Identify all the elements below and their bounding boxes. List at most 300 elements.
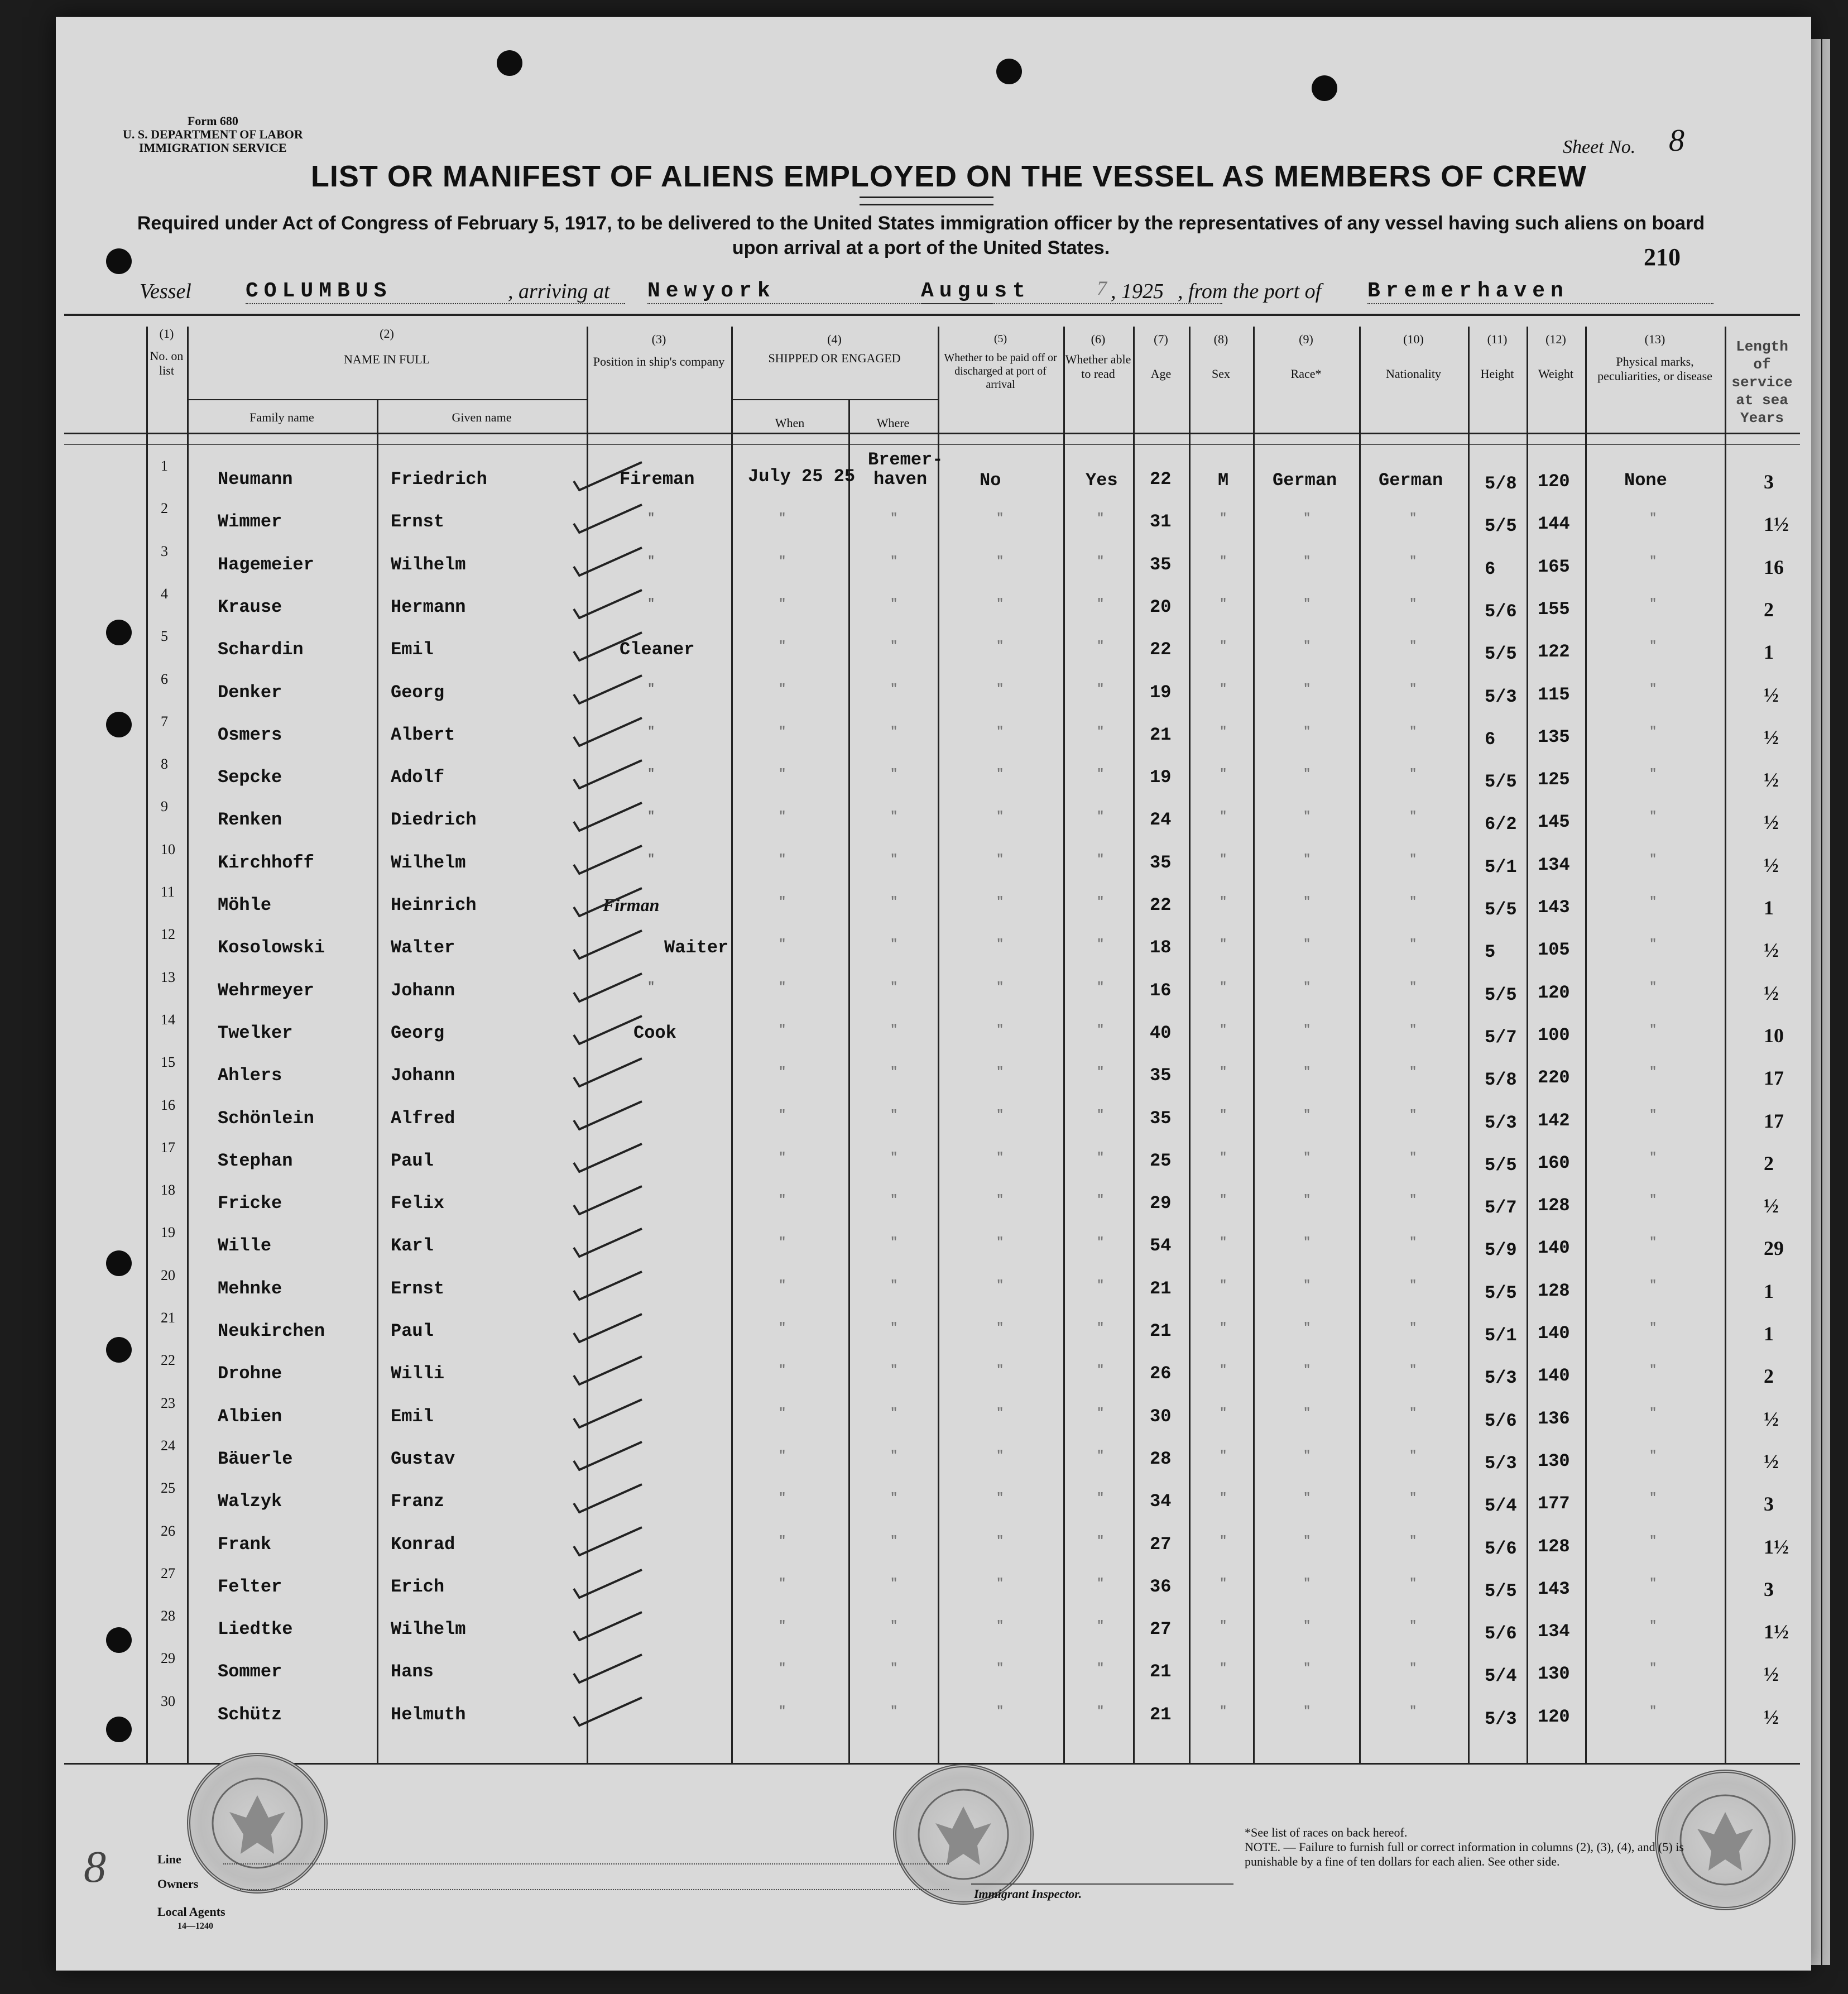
- row-number: 26: [161, 1522, 175, 1539]
- family-name: Wimmer: [218, 511, 282, 533]
- family-name: Krause: [218, 596, 282, 617]
- age: 54: [1150, 1235, 1172, 1257]
- col-header-family-name: Family name: [249, 410, 314, 424]
- length-of-service: 1½: [1764, 1621, 1789, 1643]
- shipped-when-ditto: ": [779, 937, 786, 952]
- table-row: [64, 1693, 1800, 1736]
- sex-ditto: ": [1220, 1321, 1227, 1335]
- given-name: Willi: [391, 1363, 445, 1384]
- height: 5/4: [1485, 1496, 1517, 1517]
- age: 18: [1150, 937, 1172, 958]
- nationality-ditto: ": [1409, 852, 1417, 866]
- col-header-race: (9) Race*: [1290, 332, 1322, 381]
- shipped-where-ditto: ": [890, 1406, 898, 1420]
- position: Fireman: [620, 469, 695, 490]
- family-name: Liedtke: [218, 1619, 293, 1640]
- family-name: Bäuerle: [218, 1448, 293, 1469]
- length-of-service: 1: [1764, 1322, 1774, 1345]
- position-ditto: ": [647, 682, 655, 696]
- page-title: LIST OR MANIFEST OF ALIENS EMPLOYED ON THE VESSEL AS MEMBERS OF CREW: [310, 160, 1587, 193]
- table-row: [64, 713, 1800, 756]
- able-to-read-ditto: ": [1097, 767, 1105, 782]
- table-row: [64, 1523, 1800, 1565]
- nationality-ditto: ": [1409, 1193, 1417, 1207]
- length-of-service: ½: [1764, 683, 1779, 706]
- family-name: Osmers: [218, 724, 282, 745]
- able-to-read-ditto: ": [1097, 1576, 1105, 1590]
- physical-marks-ditto: ": [1649, 682, 1657, 696]
- binder-hole: [1312, 75, 1337, 101]
- shipped-when-ditto: ": [779, 511, 786, 526]
- shipped-where-ditto: ": [890, 1363, 898, 1378]
- arrival-month: August: [921, 279, 1222, 304]
- paid-off-ditto: ": [996, 1108, 1004, 1122]
- race-ditto: ": [1303, 852, 1311, 866]
- weight: 100: [1538, 1024, 1570, 1046]
- table-row: [64, 841, 1800, 884]
- length-of-service: 2: [1764, 1365, 1774, 1388]
- nationality-ditto: ": [1409, 1576, 1417, 1590]
- height: 5/6: [1485, 601, 1517, 622]
- able-to-read-ditto: ": [1097, 1619, 1105, 1633]
- nationality-ditto: ": [1409, 596, 1417, 611]
- nationality-ditto: ": [1409, 767, 1417, 782]
- length-of-service: ½: [1764, 1663, 1779, 1686]
- check-mark-icon: [569, 1482, 647, 1516]
- row-number: 24: [161, 1437, 175, 1454]
- paid-off-ditto: ": [996, 852, 1004, 866]
- family-name: Wehrmeyer: [218, 980, 314, 1001]
- footer-line-label: Line: [157, 1852, 181, 1866]
- sex-ditto: ": [1220, 1108, 1227, 1122]
- nationality-ditto: ": [1409, 639, 1417, 654]
- age: 31: [1150, 511, 1172, 533]
- sex-ditto: ": [1220, 852, 1227, 866]
- family-name: Renken: [218, 809, 282, 831]
- age: 36: [1150, 1576, 1172, 1597]
- weight: 130: [1538, 1450, 1570, 1471]
- age: 22: [1150, 469, 1172, 490]
- sex-ditto: ": [1220, 596, 1227, 611]
- shipped-when-ditto: ": [779, 809, 786, 824]
- footer-form-code: 14—1240: [177, 1921, 213, 1931]
- col-header-position: (3) Position in ship's company: [593, 332, 725, 368]
- age: 20: [1150, 596, 1172, 617]
- check-mark-icon: [569, 460, 647, 493]
- paid-off-ditto: ": [996, 895, 1004, 909]
- sex-ditto: ": [1220, 1661, 1227, 1676]
- physical-marks-ditto: ": [1649, 639, 1657, 654]
- sex-ditto: ": [1220, 554, 1227, 568]
- length-of-service: 16: [1764, 555, 1784, 578]
- physical-marks-ditto: ": [1649, 1065, 1657, 1080]
- height: 5/5: [1485, 1580, 1517, 1602]
- row-number: 5: [161, 628, 168, 645]
- height: 5/4: [1485, 1666, 1517, 1687]
- given-name: Paul: [391, 1150, 434, 1171]
- able-to-read-ditto: ": [1097, 1235, 1105, 1250]
- shipped-where-ditto: ": [890, 1235, 898, 1250]
- length-of-service: ½: [1764, 981, 1779, 1004]
- race-ditto: ": [1303, 937, 1311, 952]
- weight: 144: [1538, 514, 1570, 535]
- paid-off-ditto: ": [996, 682, 1004, 696]
- footer-inspector-label: Immigrant Inspector.: [974, 1887, 1082, 1901]
- nationality-ditto: ": [1409, 1150, 1417, 1164]
- physical-marks-ditto: ": [1649, 1491, 1657, 1506]
- race-ditto: ": [1303, 1278, 1311, 1292]
- family-name: Frank: [218, 1533, 272, 1555]
- given-name: Emil: [391, 639, 434, 660]
- given-name: Karl: [391, 1235, 434, 1257]
- shipped-when-ditto: ": [779, 1321, 786, 1335]
- family-name: Fricke: [218, 1193, 282, 1214]
- age: 30: [1150, 1406, 1172, 1427]
- race-ditto: ": [1303, 1448, 1311, 1463]
- race-ditto: ": [1303, 554, 1311, 568]
- shipped-when-ditto: ": [779, 1576, 786, 1590]
- row-1-nationality: German: [1379, 470, 1443, 491]
- shipped-where-ditto: ": [890, 596, 898, 611]
- paid-off-ditto: ": [996, 1065, 1004, 1080]
- able-to-read-ditto: ": [1097, 980, 1105, 994]
- weight: 220: [1538, 1067, 1570, 1089]
- height: 5/6: [1485, 1410, 1517, 1431]
- length-of-service: 3: [1764, 1493, 1774, 1516]
- check-mark-icon: [569, 1014, 647, 1047]
- length-of-service: ½: [1764, 1450, 1779, 1473]
- shipped-when-ditto: ": [779, 1278, 786, 1292]
- paid-off-ditto: ": [996, 1150, 1004, 1164]
- shipped-when-ditto: ": [779, 554, 786, 568]
- row-number: 3: [161, 543, 168, 559]
- family-name: Albien: [218, 1406, 282, 1427]
- paid-off-ditto: ": [996, 937, 1004, 952]
- check-mark-icon: [569, 886, 647, 919]
- age: 21: [1150, 1661, 1172, 1683]
- sex-ditto: ": [1220, 1704, 1227, 1718]
- height: 5/5: [1485, 1154, 1517, 1176]
- height: 6/2: [1485, 814, 1517, 835]
- given-name: Gustav: [391, 1448, 455, 1469]
- weight: 105: [1538, 940, 1570, 961]
- col-header-sex: (8) Sex: [1212, 332, 1230, 381]
- nationality-ditto: ": [1409, 682, 1417, 696]
- given-name: Wilhelm: [391, 554, 466, 575]
- physical-marks-ditto: ": [1649, 1321, 1657, 1335]
- row-1-paid-off: No: [980, 470, 1001, 491]
- nationality-ditto: ": [1409, 1661, 1417, 1676]
- row-1-shipped-where-2: haven: [873, 469, 928, 490]
- given-name: Hans: [391, 1661, 434, 1683]
- shipped-when-ditto: ": [779, 1022, 786, 1037]
- family-name: Sommer: [218, 1661, 282, 1683]
- paid-off-ditto: ": [996, 1619, 1004, 1633]
- row-1-race: German: [1273, 470, 1337, 491]
- age: 27: [1150, 1533, 1172, 1555]
- nationality-ditto: ": [1409, 1321, 1417, 1335]
- weight: 134: [1538, 1621, 1570, 1642]
- row-number: 11: [161, 884, 175, 900]
- sex-ditto: ": [1220, 1491, 1227, 1506]
- shipped-where-ditto: ": [890, 1065, 898, 1080]
- departure-port: Bremerhaven: [1367, 279, 1713, 304]
- col-header-name: (2) NAME IN FULL: [344, 327, 430, 366]
- row-number: 23: [161, 1394, 175, 1411]
- physical-marks-ditto: ": [1649, 937, 1657, 952]
- nationality-ditto: ": [1409, 937, 1417, 952]
- position: Cook: [633, 1022, 676, 1043]
- weight: 155: [1538, 598, 1570, 620]
- paid-off-ditto: ": [996, 1235, 1004, 1250]
- table-row: [64, 1395, 1800, 1437]
- physical-marks-ditto: ": [1649, 1704, 1657, 1718]
- height: 5/5: [1485, 984, 1517, 1005]
- table-row: [64, 1182, 1800, 1224]
- shipped-where-ditto: ": [890, 1704, 898, 1718]
- weight: 135: [1538, 726, 1570, 747]
- position: Firman: [603, 895, 660, 915]
- race-ditto: ": [1303, 1363, 1311, 1378]
- shipped-where-ditto: ": [890, 1619, 898, 1633]
- age: 29: [1150, 1193, 1172, 1214]
- table-row: [64, 1267, 1800, 1310]
- shipped-when-ditto: ": [779, 1108, 786, 1122]
- shipped-when-ditto: ": [779, 1491, 786, 1506]
- paid-off-ditto: ": [996, 1448, 1004, 1463]
- shipped-when-ditto: ": [779, 767, 786, 782]
- table-row: [64, 798, 1800, 841]
- height: 5/3: [1485, 686, 1517, 707]
- sex-ditto: ": [1220, 937, 1227, 952]
- position-ditto: ": [647, 809, 655, 824]
- age: 35: [1150, 554, 1172, 575]
- table-row: [64, 926, 1800, 969]
- length-of-service: 3: [1764, 1578, 1774, 1600]
- paid-off-ditto: ": [996, 1363, 1004, 1378]
- sex-ditto: ": [1220, 1363, 1227, 1378]
- length-of-service: 1½: [1764, 513, 1789, 536]
- vessel-name: COLUMBUS: [246, 279, 625, 304]
- weight: 125: [1538, 769, 1570, 790]
- row-1-able-to-read: Yes: [1086, 470, 1118, 491]
- weight: 140: [1538, 1365, 1570, 1387]
- paid-off-ditto: ": [996, 1533, 1004, 1548]
- paid-off-ditto: ": [996, 511, 1004, 526]
- sex-ditto: ": [1220, 809, 1227, 824]
- length-of-service: ½: [1764, 811, 1779, 834]
- height: 5/7: [1485, 1027, 1517, 1048]
- given-name: Adolf: [391, 767, 445, 788]
- able-to-read-ditto: ": [1097, 596, 1105, 611]
- shipped-where-ditto: ": [890, 1022, 898, 1037]
- voyage-line: Vessel COLUMBUS , arriving at Newyork August 7 , 1925 , from the port of Bremerhaven: [140, 279, 1758, 307]
- given-name: Konrad: [391, 1533, 455, 1555]
- able-to-read-ditto: ": [1097, 809, 1105, 824]
- race-ditto: ": [1303, 1065, 1311, 1080]
- footer-owners-label: Owners: [157, 1877, 199, 1891]
- row-number: 17: [161, 1139, 175, 1156]
- sex-ditto: ": [1220, 1150, 1227, 1164]
- height: 5/5: [1485, 899, 1517, 920]
- height: 5/5: [1485, 771, 1517, 793]
- nationality-ditto: ": [1409, 554, 1417, 568]
- age: 21: [1150, 1704, 1172, 1725]
- race-ditto: ": [1303, 1321, 1311, 1335]
- row-number: 30: [161, 1693, 175, 1709]
- age: 22: [1150, 895, 1172, 915]
- paid-off-ditto: ": [996, 767, 1004, 782]
- shipped-where-ditto: ": [890, 1278, 898, 1292]
- paid-off-ditto: ": [996, 1576, 1004, 1590]
- able-to-read-ditto: ": [1097, 1704, 1105, 1718]
- physical-marks-ditto: ": [1649, 1108, 1657, 1122]
- table-row: [64, 1054, 1800, 1096]
- shipped-where-ditto: ": [890, 1533, 898, 1548]
- given-name: Helmuth: [391, 1704, 466, 1725]
- shipped-when-ditto: ": [779, 1619, 786, 1633]
- row-number: 8: [161, 756, 168, 773]
- sex-ditto: ": [1220, 682, 1227, 696]
- shipped-where-ditto: ": [890, 1491, 898, 1506]
- nationality-ditto: ": [1409, 1278, 1417, 1292]
- given-name: Ernst: [391, 511, 445, 533]
- shipped-where-ditto: ": [890, 1661, 898, 1676]
- race-ditto: ": [1303, 1406, 1311, 1420]
- physical-marks-ditto: ": [1649, 767, 1657, 782]
- nationality-ditto: ": [1409, 895, 1417, 909]
- length-of-service: 1: [1764, 1279, 1774, 1302]
- shipped-where-ditto: ": [890, 639, 898, 654]
- check-mark-icon: [569, 1652, 647, 1686]
- race-ditto: ": [1303, 1619, 1311, 1633]
- age: 16: [1150, 980, 1172, 1001]
- race-ditto: ": [1303, 682, 1311, 696]
- check-mark-icon: [569, 1525, 647, 1559]
- race-ditto: ": [1303, 1235, 1311, 1250]
- family-name: Sepcke: [218, 767, 282, 788]
- weight: 143: [1538, 1578, 1570, 1599]
- race-ditto: ": [1303, 1661, 1311, 1676]
- height: 6: [1485, 728, 1496, 750]
- physical-marks-ditto: ": [1649, 895, 1657, 909]
- binder-hole: [996, 59, 1022, 84]
- length-of-service: ½: [1764, 939, 1779, 962]
- shipped-where-ditto: ": [890, 895, 898, 909]
- physical-marks-ditto: ": [1649, 1576, 1657, 1590]
- sex-ditto: ": [1220, 1448, 1227, 1463]
- height: 5/8: [1485, 1070, 1517, 1091]
- table-row: [64, 969, 1800, 1012]
- race-ditto: ": [1303, 639, 1311, 654]
- physical-marks-ditto: ": [1649, 1533, 1657, 1548]
- height: 5: [1485, 942, 1496, 963]
- paid-off-ditto: ": [996, 1278, 1004, 1292]
- col-header-when: When: [775, 416, 805, 430]
- table-row: [64, 1097, 1800, 1139]
- row-1-physical-marks: None: [1624, 470, 1667, 491]
- age: 24: [1150, 809, 1172, 831]
- able-to-read-ditto: ": [1097, 1406, 1105, 1420]
- footer-agents-label: Local Agents: [157, 1905, 225, 1919]
- height: 5/7: [1485, 1197, 1517, 1219]
- shipped-where-ditto: ": [890, 1576, 898, 1590]
- height: 5/5: [1485, 516, 1517, 537]
- paid-off-ditto: ": [996, 809, 1004, 824]
- age: 34: [1150, 1491, 1172, 1512]
- arrival-day: 7: [1097, 277, 1107, 299]
- height: 5/6: [1485, 1623, 1517, 1645]
- given-name: Walter: [391, 937, 455, 958]
- physical-marks-ditto: ": [1649, 1406, 1657, 1420]
- nationality-ditto: ": [1409, 1363, 1417, 1378]
- table-row: [64, 1224, 1800, 1267]
- binder-hole: [497, 50, 522, 76]
- position-ditto: ": [647, 511, 655, 526]
- shipped-when-ditto: ": [779, 1193, 786, 1207]
- length-of-service: 29: [1764, 1237, 1784, 1260]
- able-to-read-ditto: ": [1097, 639, 1105, 654]
- check-mark-icon: [569, 1440, 647, 1473]
- row-number: 27: [161, 1565, 175, 1581]
- nationality-ditto: ": [1409, 511, 1417, 526]
- height: 5/1: [1485, 1325, 1517, 1346]
- age: 35: [1150, 1065, 1172, 1086]
- race-ditto: ": [1303, 1576, 1311, 1590]
- shipped-where-ditto: ": [890, 1150, 898, 1164]
- age: 27: [1150, 1619, 1172, 1640]
- given-name: Wilhelm: [391, 1619, 466, 1640]
- race-ditto: ": [1303, 1704, 1311, 1718]
- row-1-shipped-where-1: Bremer-: [868, 449, 943, 470]
- col-header-height: (11) Height: [1480, 332, 1514, 381]
- consulate-seal: [187, 1753, 328, 1894]
- height: 5/5: [1485, 1282, 1517, 1303]
- sex-ditto: ": [1220, 1576, 1227, 1590]
- check-mark-icon: [569, 1695, 647, 1729]
- able-to-read-ditto: ": [1097, 1533, 1105, 1548]
- nationality-ditto: ": [1409, 724, 1417, 739]
- shipped-where-ditto: ": [890, 809, 898, 824]
- shipped-when-ditto: ": [779, 639, 786, 654]
- given-name: Alfred: [391, 1108, 455, 1129]
- given-name: Ernst: [391, 1278, 445, 1299]
- shipped-where-ditto: ": [890, 980, 898, 994]
- physical-marks-ditto: ": [1649, 511, 1657, 526]
- family-name: Hagemeier: [218, 554, 314, 575]
- given-name: Georg: [391, 1022, 445, 1043]
- position-ditto: ": [647, 767, 655, 782]
- given-name: Georg: [391, 682, 445, 703]
- position-ditto: ": [647, 596, 655, 611]
- title-ornament: [860, 196, 993, 205]
- given-name: Paul: [391, 1321, 434, 1341]
- able-to-read-ditto: ": [1097, 937, 1105, 952]
- height: 5/6: [1485, 1538, 1517, 1559]
- shipped-when-ditto: ": [779, 1150, 786, 1164]
- table-row: [64, 671, 1800, 713]
- race-ditto: ": [1303, 1022, 1311, 1037]
- row-number: 29: [161, 1650, 175, 1667]
- age: 21: [1150, 1278, 1172, 1299]
- table-row: [64, 1480, 1800, 1522]
- given-name: Johann: [391, 980, 455, 1001]
- race-ditto: ": [1303, 1193, 1311, 1207]
- paid-off-ditto: ": [996, 1321, 1004, 1335]
- row-number: 28: [161, 1608, 175, 1624]
- height: 5/3: [1485, 1368, 1517, 1389]
- weight: 115: [1538, 684, 1570, 705]
